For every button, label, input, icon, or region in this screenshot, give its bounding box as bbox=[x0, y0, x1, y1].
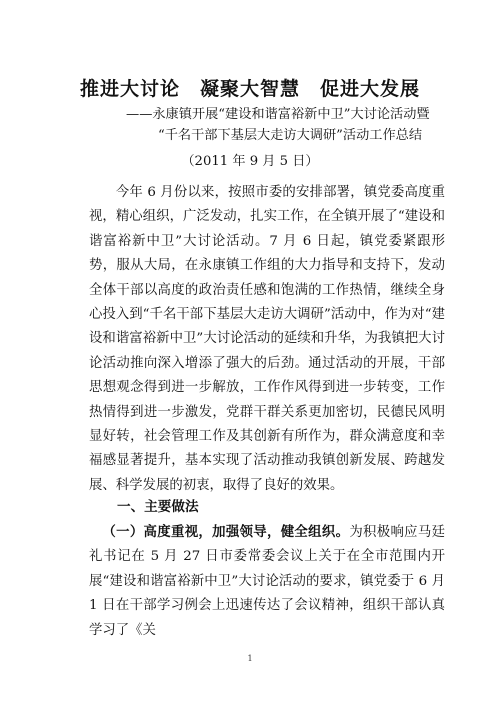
body-paragraph-2 bbox=[89, 520, 445, 643]
subsection-heading-inline: （一）高度重视，加强领导，健全组织。 bbox=[102, 524, 350, 540]
body-paragraph-1: 今年 6 月份以来，按照市委的安排部署，镇党委高度重视，精心组织，广泛发动，扎实工作，在全镇开展了“建设和谐富裕新中卫”大讨论活动。7 月 6 日起，镇党委紧跟形势，服从大局，在永康镇工作组的大力指导和支持下，发动全体干部以高度的政治责任感和饱满的工作热情，继续全身心投入到“千名干部下基层大走访大调研”活动中，作为对“建设和谐富裕新中卫”大讨论活动的延续和升华，为我镇把大讨论活动推向深入增添了强大的后劲。通过活动的开展，干部思想观念得到进一步解放，工作作风得到进一步转变，工作热情得到进一步激发，党群干群关系更加密切，民德民风明显好转，社会管理工作及其创新有所作为，群众满意度和幸福感显著提升，基本实现了活动推动我镇创新发展、跨越发展、科学发展的初衷，取得了良好的效果。 bbox=[89, 185, 445, 493]
document-date: （2011 年 9 月 5 日） bbox=[181, 154, 319, 169]
section-heading-main-practices: 一、主要做法 bbox=[117, 499, 199, 515]
document-subtitle-line-1: ——永康镇开展“建设和谐富裕新中卫”大讨论活动暨 bbox=[126, 107, 430, 122]
document-title: 推进大讨论 凝聚大智慧 促进大发展 bbox=[79, 78, 420, 100]
document-subtitle-line-2: “千名干部下基层大走访大调研”活动工作总结 bbox=[158, 128, 423, 143]
body-paragraph-2-text: 为积极响应马廷礼书记在 5 月 27 日市委常委会议上关于在全市范围内开展“建设和谐富裕新中卫”大讨论活动的要求，镇党委于 6 月 1 日在干部学习例会上迅速传达了会议精神，组织干部认真学习了《关 bbox=[89, 525, 446, 638]
page-number: 1 bbox=[247, 654, 253, 663]
